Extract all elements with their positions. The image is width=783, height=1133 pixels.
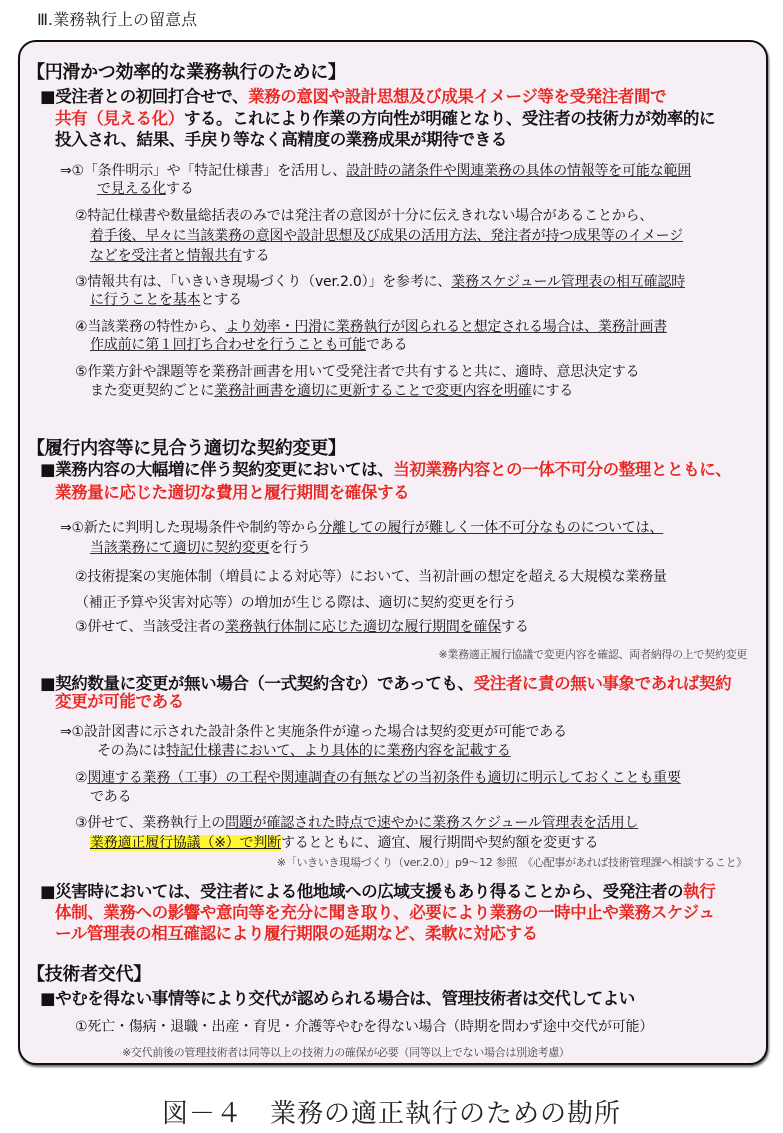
underlined-text: 着手後、早々に当該業務の意図や設計思想及び成果の活用方法、発注者が持つ成果等のイメージ [90,228,683,244]
text: ⇒①新たに判明した現場条件や制約等から [60,520,319,536]
text: する [166,181,194,197]
figure-caption: 図－４ 業務の適正執行のための勘所 [161,1099,621,1129]
underlined-text: 設計時の諸条件や関連業務の具体の情報等を可能な範囲 [346,163,692,179]
bullet-line [40,462,731,479]
emphasis-text: 共有（見える化） [55,109,184,128]
text: ※交代前後の管理技術者は同等以上の技術力の確保が必要（同等以上でない場合は別途考慮） [122,1046,570,1059]
footnote [438,649,747,660]
text: 【履行内容等に見合う適切な契約変更】 [27,438,346,459]
underlined-text: 業務執行体制に応じた適切な履行期間を確保 [225,619,502,635]
underlined-text: 作成前に第１回打ち合わせを行うことも可能 [90,337,366,353]
text: する [501,619,529,635]
text: その為には [97,743,166,759]
text: ③併せて、業務執行上の [75,815,226,831]
section-heading [27,64,346,82]
underlined-text: で見える化 [97,181,166,197]
text: するとともに、適宜、履行期間や契約額を変更する [280,835,599,851]
underlined-text: より効率・円滑に業務執行が図られると想定される場合は、業務計画書 [225,319,667,335]
section-heading [27,966,151,984]
bullet-line [55,694,184,711]
text: ■災害時においては、受注者による他地域への広域支援もあり得ることから、受発注者の [40,882,684,901]
text: ■やむを得ない事情等により交代が認められる場合は、管理技術者は交代してよい [40,989,635,1008]
text: ④当該業務の特性から、 [75,319,226,335]
text: とする [200,292,242,308]
text: ③情報共有は、「いきいき現場づくり（ver.2.0）」を参考に、 [75,274,452,290]
text: 【技術者交代】 [27,964,151,985]
bullet-line [55,111,715,128]
text: ※業務適正履行協議で変更内容を確認、両者納得の上で契約変更 [438,648,747,661]
item-line [75,209,653,223]
section-title: Ⅲ.業務執行上の留意点 [37,10,198,29]
emphasis-text: 受注者に責の無い事象であれば契約 [473,674,732,693]
footnote [277,857,747,868]
text: ⑤作業方針や課題等を業務計画書を用いて受発注者で共有すると共に、適時、意思決定する [75,364,640,380]
emphasis-text: 当初業務内容との一体不可分の整理とともに、 [393,460,732,479]
text: ⇒①設計図書に示された設計条件と実施条件が違った場合は契約変更が可能である [60,724,567,740]
text: ⇒①「条件明示」や「特記仕様書」を活用し、 [60,163,347,179]
item-line [90,384,573,398]
item-line [97,744,511,758]
item-line [90,541,311,555]
text: ※「いきいき現場づくり（ver.2.0）」p9～12 参照 《心配事があれば技術管理課へ相談すること》 [276,856,747,869]
underlined-text: 業務計画書を適切に更新することで変更内容を明確 [214,383,532,399]
item-line [60,725,567,739]
text: である [90,789,132,805]
emphasis-text: 業務量に応じた適切な費用と履行期間を確保する [55,483,410,502]
item-line [75,771,681,785]
item-line [90,293,242,307]
underlined-text: 関連する業務（工事）の工程や関連調査の有無などの当初条件も適切に明示しておくことも重要 [87,770,681,786]
text: ②特記仕様書や数量総括表のみでは発注者の意図が十分に伝えきれない場合があることから、 [75,208,654,224]
text: である [366,337,408,353]
bullet-line [55,926,538,943]
text: ■業務内容の大幅増に伴う契約変更においては、 [40,460,394,479]
underlined-text: などを受注者と情報共有 [90,248,242,264]
text: ①死亡・傷病・退職・出産・育児・介護等やむを得ない場合（時期を問わず途中交代が可能） [75,1019,654,1035]
underlined-text: 分離しての履行が難しく一体不可分なものについては、 [318,520,664,536]
text: 【円滑かつ効率的な業務執行のために】 [27,62,346,83]
item-line [97,182,194,196]
emphasis-text: 執行 [683,882,716,901]
underlined-text: 当該業務にて適切に契約変更 [90,540,270,556]
item-line [60,521,663,535]
text: ■受注者との初回打合せで、 [40,87,249,106]
bullet-line [40,676,731,693]
item-line [75,596,517,610]
item-line [75,620,529,634]
underlined-text: 問題が確認された時点で速やかに業務スケジュール管理表を活用し [225,815,639,831]
underlined-text: 業務スケジュール管理表の相互確認時 [451,274,685,290]
item-line [90,790,131,804]
emphasis-text: 体制、業務への影響や意向等を充分に聞き取り、必要により業務の一時中止や業務スケジュ [55,903,715,922]
item-line [90,836,598,850]
bullet-line [55,485,409,502]
underlined-text: 特記仕様書において、より具体的に業務内容を記載する [166,743,511,759]
bullet-line [40,89,666,106]
text: ②技術提案の実施体制（増員による対応等）において、当初計画の想定を超える大規模な業務量 [75,569,667,585]
emphasis-text: ール管理表の相互確認により履行期限の延期など、柔軟に対応する [55,924,538,943]
bullet-line [40,884,715,901]
bullet-line [55,905,714,922]
item-line [75,365,639,379]
emphasis-text: 変更が可能である [55,692,184,711]
text: する。これにより作業の方向性が明確となり、受注者の技術力が効率的に [183,109,716,128]
text: （補正予算や災害対応等）の増加が生じる際は、適切に契約変更を行う [75,595,517,611]
section-heading [27,440,346,458]
item-line [60,164,691,178]
text: にする [531,383,574,399]
bullet-line [55,132,507,149]
underlined-text: に行うことを基本 [90,292,201,308]
text: する [241,248,270,264]
item-line [75,816,638,830]
item-line [75,275,685,289]
text: ③併せて、当該受注者の [75,619,226,635]
bullet-line [40,991,635,1008]
text: また変更契約ごとに [90,383,215,399]
emphasis-text: 業務の意図や設計思想及び成果イメージ等を受発注者間で [248,87,667,106]
highlighted-text: 業務適正履行協議（※）で判断 [90,835,281,851]
item-line [90,249,269,263]
footnote [122,1047,570,1058]
text: を行う [269,540,311,556]
item-line [75,1020,653,1034]
item-line [75,320,667,334]
text: ② [75,770,88,786]
text: 投入され、結果、手戻り等なく高精度の業務成果が期待できる [55,130,507,149]
item-line [90,338,407,352]
item-line [90,229,683,243]
text: ■契約数量に変更が無い場合（一式契約含む）であっても、 [40,674,474,693]
item-line [75,570,667,584]
